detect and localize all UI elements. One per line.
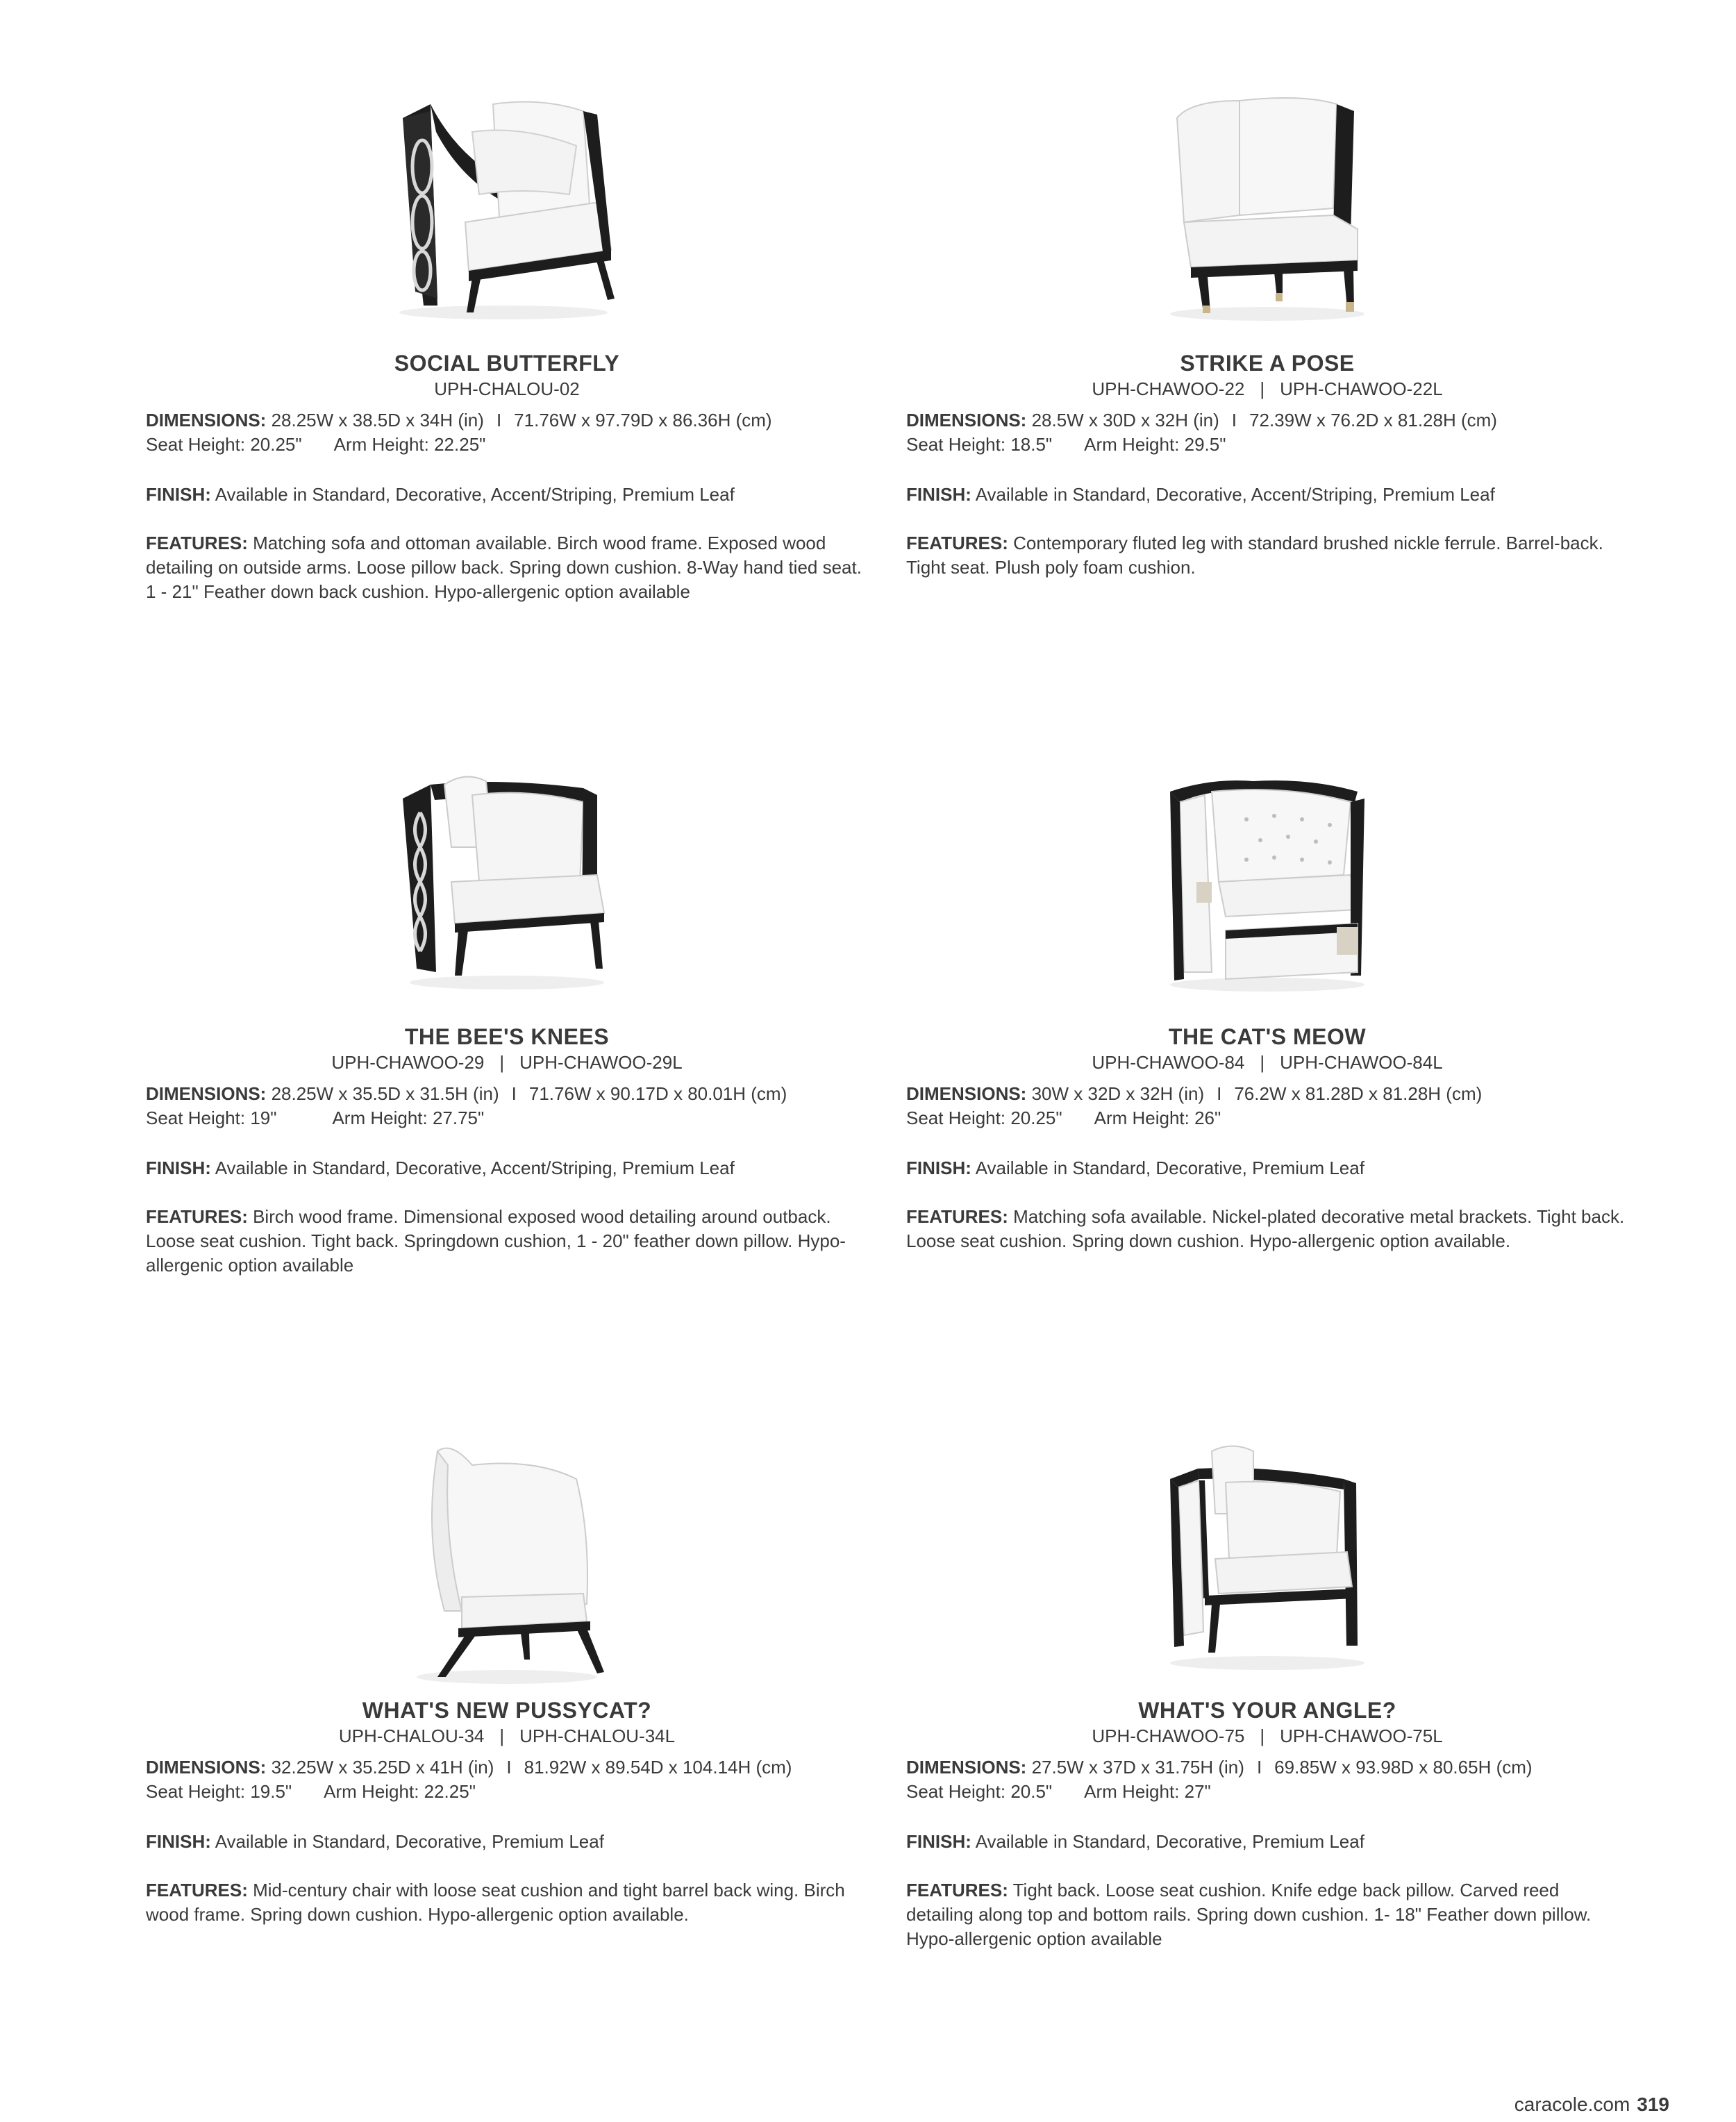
features-label: FEATURES:	[906, 1206, 1008, 1227]
finish-block	[146, 1156, 868, 1180]
finish-block	[906, 1830, 1628, 1854]
seat-height: Seat Height: 20.25"	[146, 434, 302, 455]
sku-separator: |	[499, 1052, 505, 1073]
features-block	[906, 1878, 1628, 1951]
chair-icon	[382, 90, 632, 326]
arm-height: Arm Height: 26"	[1094, 1108, 1221, 1128]
product-sku	[146, 1726, 868, 1747]
arm-height: Arm Height: 29.5"	[1084, 434, 1226, 455]
dimensions-separator: I	[1231, 410, 1237, 431]
product-sku	[906, 1726, 1628, 1747]
finish-text: Available in Standard, Decorative, Premium Leaf	[975, 1158, 1364, 1178]
finish-text: Available in Standard, Decorative, Premium Leaf	[975, 1831, 1364, 1852]
product-image-whats-your-angle	[906, 1437, 1628, 1708]
product-sku	[906, 1052, 1628, 1073]
finish-block	[906, 1156, 1628, 1180]
arm-height: Arm Height: 22.25"	[333, 434, 486, 455]
dimensions-cm: 76.2W x 81.28D x 81.28H (cm)	[1234, 1083, 1483, 1104]
features-block	[146, 1205, 868, 1278]
dimensions-label: DIMENSIONS:	[906, 1757, 1027, 1778]
dimensions-cm: 69.85W x 93.98D x 80.65H (cm)	[1274, 1757, 1533, 1778]
features-block	[906, 531, 1628, 580]
features-text: Matching sofa and ottoman available. Birch wood frame. Exposed wood detailing on outside arms. Loose pillow back. Spring down cushion. 8-Way hand tied seat. 1 - 21" Feather down back cushion. Hypo-allergenic option available	[146, 533, 862, 602]
page-number: 319	[1637, 2094, 1669, 2115]
seat-height: Seat Height: 18.5"	[906, 434, 1053, 455]
dimensions-cm: 81.92W x 89.54D x 104.14H (cm)	[524, 1757, 792, 1778]
arm-height: Arm Height: 22.25"	[324, 1781, 476, 1802]
arm-height: Arm Height: 27.75"	[332, 1108, 485, 1128]
features-block	[146, 531, 868, 604]
sku-separator: |	[1260, 378, 1265, 399]
product-sku	[146, 1052, 868, 1073]
sku-code: UPH-CHAWOO-22	[1092, 378, 1245, 399]
finish-text: Available in Standard, Decorative, Accent/Striping, Premium Leaf	[215, 1158, 735, 1178]
dimensions-label: DIMENSIONS:	[146, 1757, 267, 1778]
sku-code-l: UPH-CHAWOO-84L	[1280, 1052, 1443, 1073]
product-name: SOCIAL BUTTERFLY	[394, 351, 620, 376]
sku-separator: |	[499, 1726, 505, 1746]
features-label: FEATURES:	[146, 533, 248, 553]
dimensions-separator: I	[506, 1757, 512, 1778]
dimensions-block	[906, 1082, 1628, 1130]
sku-code-l: UPH-CHAWOO-75L	[1280, 1726, 1443, 1746]
seat-height: Seat Height: 19"	[146, 1108, 277, 1128]
dimensions-block	[906, 408, 1628, 457]
product-name: THE BEE'S KNEES	[404, 1024, 610, 1049]
dimensions-label: DIMENSIONS:	[146, 410, 267, 431]
sku-code: UPH-CHAWOO-29	[331, 1052, 485, 1073]
sku-code-l: UPH-CHAWOO-22L	[1280, 378, 1443, 399]
finish-label: FINISH:	[906, 484, 971, 505]
chair-icon	[396, 1437, 618, 1687]
dimensions-inches: 28.25W x 38.5D x 34H (in)	[271, 410, 484, 431]
dimensions-cm: 71.76W x 97.79D x 86.36H (cm)	[514, 410, 772, 431]
product-name: WHAT'S YOUR ANGLE?	[1138, 1698, 1396, 1723]
dimensions-block	[146, 408, 868, 457]
seat-height: Seat Height: 20.5"	[906, 1781, 1053, 1802]
product-image-cats-meow	[906, 764, 1628, 1035]
chair-icon	[1149, 1437, 1385, 1673]
features-text: Tight back. Loose seat cushion. Knife edge back pillow. Carved reed detailing along top and bottom rails. Spring down cushion. 1- 18" Feather down pillow. Hypo-allergenic option available	[906, 1880, 1592, 1949]
product-image-social-butterfly	[146, 90, 868, 361]
finish-block	[146, 1830, 868, 1854]
dimensions-separator: I	[1256, 1757, 1262, 1778]
chair-icon	[389, 764, 625, 993]
dimensions-label: DIMENSIONS:	[906, 410, 1027, 431]
dimensions-separator: I	[511, 1083, 517, 1104]
finish-label: FINISH:	[146, 1158, 211, 1178]
features-text: Matching sofa available. Nickel-plated decorative metal brackets. Tight back. Loose seat cushion. Spring down cushion. Hypo-allergenic option available.	[906, 1206, 1625, 1251]
arm-height: Arm Height: 27"	[1084, 1781, 1211, 1802]
product-sku	[146, 378, 868, 400]
product-image-whats-new-pussycat	[146, 1437, 868, 1708]
seat-height: Seat Height: 20.25"	[906, 1108, 1062, 1128]
features-text: Birch wood frame. Dimensional exposed wood detailing around outback. Loose seat cushion. Tight back. Springdown cushion, 1 - 20" feather down pillow. Hypo-allergenic option available	[146, 1206, 846, 1276]
sku-code-l: UPH-CHALOU-34L	[519, 1726, 676, 1746]
dimensions-cm: 71.76W x 90.17D x 80.01H (cm)	[528, 1083, 787, 1104]
features-text: Mid-century chair with loose seat cushion and tight barrel back wing. Birch wood frame. Spring down cushion. Hypo-allergenic option available.	[146, 1880, 845, 1925]
finish-label: FINISH:	[146, 1831, 211, 1852]
product-image-strike-a-pose	[906, 90, 1628, 361]
sku-code: UPH-CHALOU-34	[338, 1726, 485, 1746]
chair-icon	[1149, 90, 1385, 326]
sku-separator: |	[1260, 1726, 1265, 1746]
sku-code-l: UPH-CHAWOO-29L	[519, 1052, 683, 1073]
sku-code: UPH-CHAWOO-84	[1092, 1052, 1245, 1073]
finish-label: FINISH:	[146, 484, 211, 505]
dimensions-block	[906, 1755, 1628, 1804]
features-label: FEATURES:	[906, 1880, 1008, 1900]
finish-block	[906, 483, 1628, 507]
seat-height: Seat Height: 19.5"	[146, 1781, 292, 1802]
dimensions-inches: 28.5W x 30D x 32H (in)	[1031, 410, 1219, 431]
product-sku	[906, 378, 1628, 400]
dimensions-label: DIMENSIONS:	[906, 1083, 1027, 1104]
finish-block	[146, 483, 868, 507]
finish-text: Available in Standard, Decorative, Accent/Striping, Premium Leaf	[215, 484, 735, 505]
product-name: THE CAT'S MEOW	[1168, 1024, 1367, 1049]
sku-code: UPH-CHAWOO-75	[1092, 1726, 1245, 1746]
features-block	[906, 1205, 1628, 1253]
features-text: Contemporary fluted leg with standard brushed nickle ferrule. Barrel-back. Tight seat. Plush poly foam cushion.	[906, 533, 1603, 578]
finish-label: FINISH:	[906, 1831, 971, 1852]
dimensions-inches: 28.25W x 35.5D x 31.5H (in)	[271, 1083, 499, 1104]
product-name: STRIKE A POSE	[1180, 351, 1355, 376]
features-label: FEATURES:	[906, 533, 1008, 553]
sku-separator: |	[1260, 1052, 1265, 1073]
features-label: FEATURES:	[146, 1206, 248, 1227]
dimensions-block	[146, 1082, 868, 1130]
dimensions-inches: 30W x 32D x 32H (in)	[1031, 1083, 1205, 1104]
chair-icon	[1149, 764, 1385, 993]
product-image-bees-knees	[146, 764, 868, 1035]
dimensions-inches: 32.25W x 35.25D x 41H (in)	[271, 1757, 494, 1778]
features-label: FEATURES:	[146, 1880, 248, 1900]
finish-text: Available in Standard, Decorative, Premium Leaf	[215, 1831, 604, 1852]
finish-label: FINISH:	[906, 1158, 971, 1178]
dimensions-label: DIMENSIONS:	[146, 1083, 267, 1104]
dimensions-separator: I	[1217, 1083, 1222, 1104]
dimensions-block	[146, 1755, 868, 1804]
dimensions-separator: I	[496, 410, 502, 431]
dimensions-inches: 27.5W x 37D x 31.75H (in)	[1031, 1757, 1244, 1778]
product-name: WHAT'S NEW PUSSYCAT?	[362, 1698, 652, 1723]
dimensions-cm: 72.39W x 76.2D x 81.28H (cm)	[1249, 410, 1497, 431]
page-footer	[1514, 2094, 1669, 2116]
features-block	[146, 1878, 868, 1927]
finish-text: Available in Standard, Decorative, Accent/Striping, Premium Leaf	[975, 484, 1495, 505]
sku-code: UPH-CHALOU-02	[434, 378, 580, 399]
footer-site[interactable]: caracole.com	[1514, 2094, 1630, 2115]
